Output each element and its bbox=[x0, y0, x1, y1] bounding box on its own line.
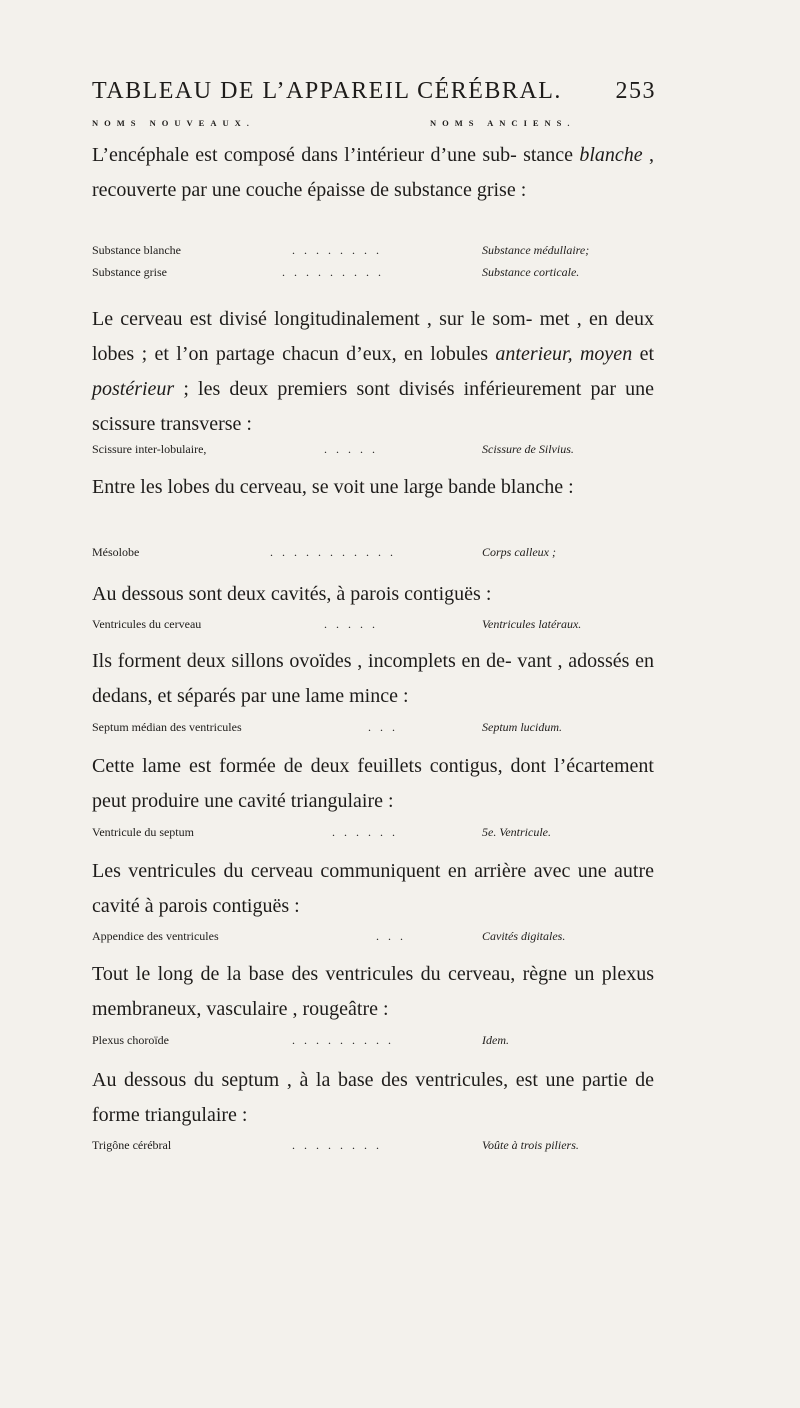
paragraph: Entre les lobes du cerveau, se voit une large bande blanche : bbox=[92, 476, 574, 498]
old-term: Ventricules latéraux. bbox=[482, 617, 582, 631]
old-term: Cavités digitales. bbox=[482, 929, 566, 943]
old-term: 5e. Ventricule. bbox=[482, 825, 551, 839]
new-term: Plexus choroïde bbox=[92, 1033, 169, 1047]
new-term: Trigône cérébral bbox=[92, 1138, 172, 1152]
new-term: Septum médian des ventricules bbox=[92, 720, 242, 734]
leader-dots: . . . . . . . . bbox=[292, 243, 382, 257]
column-heading-new-names: NOMS NOUVEAUX. bbox=[92, 118, 255, 128]
term-row bbox=[92, 617, 652, 637]
new-term: Scissure inter-lobulaire, bbox=[92, 442, 207, 456]
term-row bbox=[92, 929, 652, 949]
running-header bbox=[92, 78, 656, 105]
leader-dots: . . . . . bbox=[324, 617, 378, 631]
term-row bbox=[92, 720, 652, 740]
leader-dots: . . . . . . . . . . . bbox=[270, 545, 396, 559]
new-term: Mésolobe bbox=[92, 545, 140, 559]
leader-dots: . . . . . bbox=[324, 442, 378, 456]
term-row bbox=[92, 545, 652, 565]
new-term: Appendice des ventricules bbox=[92, 929, 219, 943]
paragraph: Au dessous sont deux cavités, à parois contiguës : bbox=[92, 583, 492, 605]
column-heading-old-names: NOMS ANCIENS. bbox=[430, 118, 576, 128]
term-row bbox=[92, 243, 652, 263]
leader-dots: . . . . . . . . . bbox=[282, 265, 384, 279]
leader-dots: . . . . . . bbox=[332, 825, 398, 839]
paragraph: L’encéphale est composé dans l’intérieur d’une sub- stance blanche , recouverte par une couche épaisse de substance grise : bbox=[92, 144, 654, 201]
paragraph: Les ventricules du cerveau communiquent en arrière avec une autre cavité à parois contiguës : bbox=[92, 860, 654, 917]
old-term: Substance corticale. bbox=[482, 265, 580, 279]
page-title: TABLEAU DE L’APPAREIL CÉRÉBRAL. bbox=[92, 78, 562, 104]
paragraph: Au dessous du septum , à la base des ventricules, est une partie de forme triangulaire : bbox=[92, 1069, 654, 1126]
leader-dots: . . . . . . . . . bbox=[292, 1033, 394, 1047]
old-term: Voûte à trois piliers. bbox=[482, 1138, 579, 1152]
paragraph: Tout le long de la base des ventricules du cerveau, règne un plexus membraneux, vasculaire , rougeâtre : bbox=[92, 963, 654, 1020]
old-term: Corps calleux ; bbox=[482, 545, 556, 559]
old-term: Substance médullaire; bbox=[482, 243, 590, 257]
old-term: Septum lucidum. bbox=[482, 720, 562, 734]
old-term: Idem. bbox=[482, 1033, 509, 1047]
new-term: Ventricule du septum bbox=[92, 825, 194, 839]
term-row bbox=[92, 442, 652, 462]
leader-dots: . . . . . . . . bbox=[292, 1138, 382, 1152]
term-row bbox=[92, 1033, 652, 1053]
leader-dots: . . . bbox=[376, 929, 406, 943]
paragraph: Le cerveau est divisé longitudinalement , sur le som- met , en deux lobes ; et l’on partage chacun d’eux, en lobules anterieur, moyen et postérieur ; les deux premiers sont divisés inférieurement par une scissure transverse : bbox=[92, 308, 655, 435]
leader-dots: . . . bbox=[368, 720, 398, 734]
new-term: Substance blanche bbox=[92, 243, 181, 257]
page-number: 253 bbox=[615, 78, 656, 104]
new-term: Substance grise bbox=[92, 265, 167, 279]
paragraph: Ils forment deux sillons ovoïdes , incomplets en de- vant , adossés en dedans, et séparés par une lame mince : bbox=[92, 650, 654, 707]
paragraph: Cette lame est formée de deux feuillets contigus, dont l’écartement peut produire une cavité triangulaire : bbox=[92, 755, 654, 812]
term-row bbox=[92, 825, 652, 845]
old-term: Scissure de Silvius. bbox=[482, 442, 574, 456]
new-term: Ventricules du cerveau bbox=[92, 617, 202, 631]
term-row bbox=[92, 265, 652, 285]
term-row bbox=[92, 1138, 652, 1158]
